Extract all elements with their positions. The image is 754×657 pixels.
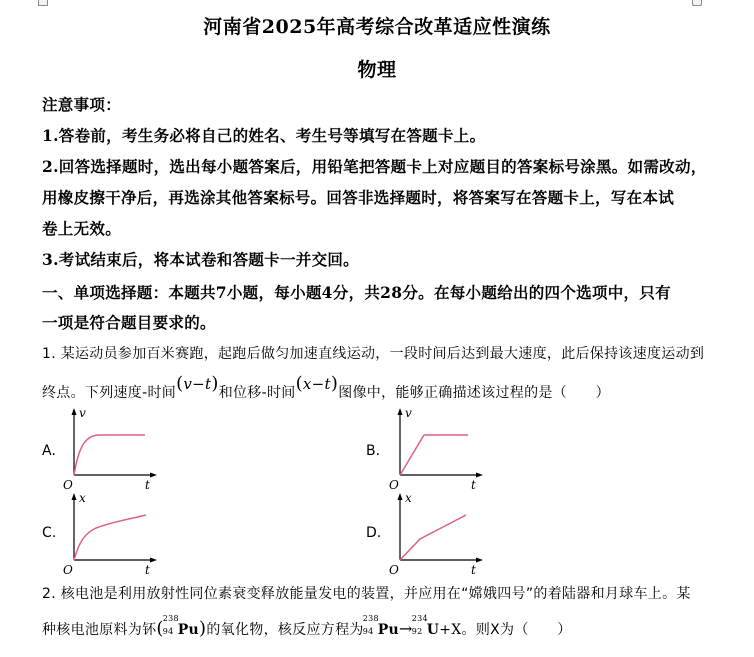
y-axis-label: v (405, 406, 412, 420)
notes-item-2-line-3: 卷上无效。 (42, 219, 122, 238)
x-axis-arrow-icon (476, 558, 483, 563)
question-1-line-1: 1. 某运动员参加百米赛跑，起跑后做匀加速直线运动，一段时间后达到最大速度，此后保持该速度运动到 (42, 346, 705, 362)
nuclear-equation: 238 94 Pu→ 234 92 U+X (362, 614, 462, 638)
question-2-text-a: 种核电池原料为钚 (42, 622, 157, 638)
section-heading-line-2: 一项是符合题目要求的。 (42, 313, 216, 332)
xt-expression: (x−t) (295, 373, 339, 394)
notes-item-2-line-1: 2.回答选择题时，选出每小题答案后，用铅笔把答题卡上对应题目的答案标号涂黑。如需改动， (42, 157, 707, 176)
question-2-line-2 (42, 614, 572, 639)
notes-item-3: 3.考试结束后，将本试卷和答题卡一并交回。 (42, 250, 359, 269)
curve (400, 515, 466, 560)
y-axis-label: v (79, 406, 86, 420)
question-2-line-1: 2. 核电池是利用放射性同位素衰变释放能量发电的装置，并应用在“嫦娥四号”的着陆器和月球车上。某 (42, 586, 691, 602)
graph-d (386, 490, 486, 576)
plutonium-nuclide: ( 238 94 Pu) (156, 614, 207, 639)
page-corner-marker-right (692, 0, 702, 6)
vt-expression: (v−t) (176, 373, 219, 394)
y-axis-arrow-icon (398, 408, 403, 415)
y-axis-arrow-icon (72, 408, 77, 415)
x-axis-label: t (471, 478, 476, 492)
question-1-text-a: 终点。下列速度-时间 (42, 385, 177, 401)
x-axis-label: t (471, 563, 476, 577)
option-b-label[interactable]: B. (366, 443, 381, 459)
question-2-text-c: 。则X为（ ） (461, 622, 572, 638)
notes-heading: 注意事项： (42, 95, 122, 114)
y-axis-arrow-icon (72, 493, 77, 500)
y-axis-label: x (405, 491, 412, 505)
x-axis-label: t (145, 563, 150, 577)
y-axis-label: x (79, 491, 86, 505)
origin-label: O (389, 563, 399, 577)
exam-title: 河南省2025年高考综合改革适应性演练 (203, 16, 551, 38)
question-2-text-b: 的氧化物，核反应方程为 (206, 622, 364, 638)
curve (400, 435, 468, 475)
question-1-text-c: 图像中，能够正确描述该过程的是（ ） (338, 385, 610, 401)
x-axis-label: t (145, 478, 150, 492)
section-heading-line-1: 一、单项选择题：本题共7小题，每小题4分，共28分。在每小题给出的四个选项中，只有 (42, 283, 671, 302)
graph-a (60, 405, 160, 491)
x-axis-arrow-icon (150, 473, 157, 478)
origin-label: O (63, 563, 73, 577)
notes-item-1: 1.答卷前，考生务必将自己的姓名、考生号等填写在答题卡上。 (42, 126, 486, 145)
origin-label: O (389, 478, 399, 492)
origin-label: O (63, 478, 73, 492)
question-1-text-b: 和位移-时间 (218, 385, 296, 401)
option-a-label[interactable]: A. (42, 443, 56, 459)
option-c-label[interactable]: C. (42, 525, 57, 541)
page-corner-marker-left (38, 0, 48, 6)
option-d-label[interactable]: D. (366, 525, 382, 541)
subject-title: 物理 (357, 59, 397, 81)
curve (74, 515, 146, 560)
x-axis-arrow-icon (476, 473, 483, 478)
notes-item-2-line-2: 用橡皮擦干净后，再选涂其他答案标号。回答非选择题时，将答案写在答题卡上，写在本试 (42, 188, 675, 207)
y-axis-arrow-icon (398, 493, 403, 500)
curve (74, 435, 145, 475)
reaction-arrow-icon: → (399, 619, 413, 638)
graph-b (386, 405, 486, 491)
graph-c (60, 490, 160, 576)
x-axis-arrow-icon (150, 558, 157, 563)
question-1-line-2 (42, 373, 610, 402)
